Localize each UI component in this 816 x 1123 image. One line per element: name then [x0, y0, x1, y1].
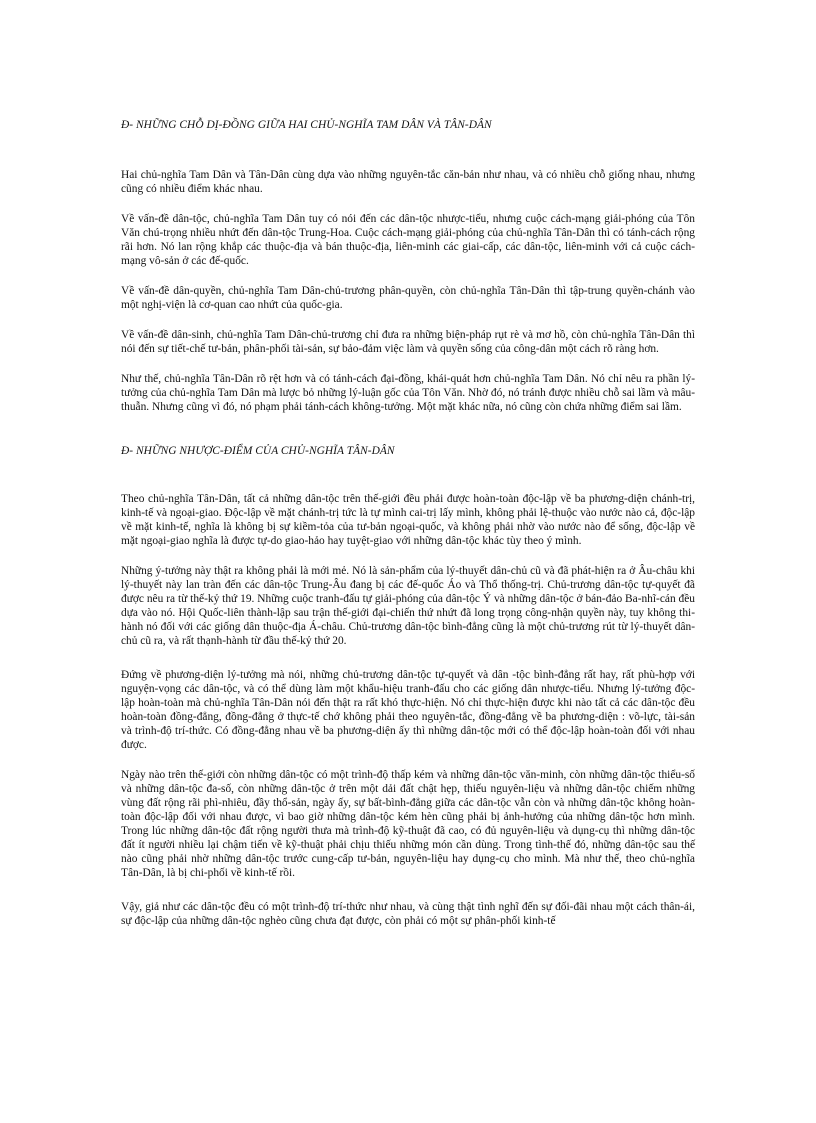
paragraph: Những ý-tưởng này thật ra không phải là mới mẻ. Nó là sản-phẩm của lý-thuyết dân-chủ cũ và đã phát-hiện ra ở Âu-châu khi lý-thuyết này lan tràn đến các dân-tộc Trung-Âu đang bị các đế-quốc Áo và Thổ thống-trị. Chủ-trương dân-tộc tự-quyết đã được nêu ra từ thế-kỷ thứ 19. Những cuộc tranh-đấu tự giải-phóng của dân-tộc Ý và những dân-tộc ở bán-đảo Ba-nhĩ-cán đều dựa vào nó. Hội Quốc-liên thành-lập sau trận thế-giới đại-chiến thứ nhứt đã long trọng công-nhận quyền này, tuy không thi-hành nó đối với các giống dân thuộc-địa Á-châu. Chủ-trương dân-tộc bình-đẳng cũng là một chủ-trương rút từ lý-thuyết dân-chủ cũ ra, và rất thạnh-hành từ đầu thế-kỷ thứ 20. — [121, 565, 695, 647]
section-heading-differences: Đ- NHỮNG CHỖ DỊ-ĐỒNG GIỮA HAI CHỦ-NGHĨA TAM DÂN VÀ TÂN-DÂN — [121, 119, 492, 131]
paragraph: Vậy, giả như các dân-tộc đều có một trình-độ trí-thức như nhau, và cùng thật tình nghĩ đến sự đối-đãi nhau một cách thân-ái, sự độc-lập của những dân-tộc nghèo cũng chưa đạt được, còn phải có một sự phân-phối kinh-tế — [121, 901, 695, 927]
paragraph: Ngày nào trên thế-giới còn những dân-tộc có một trình-độ thấp kém và những dân-tộc văn-minh, còn những dân-tộc thiểu-số và những dân-tộc đa-số, còn những dân-tộc ở trên một dải đất chật hẹp, thiếu nguyên-liệu và những dân-tộc chiếm những vùng đất rộng rãi phì-nhiêu, đầy thổ-sản, ngày ấy, sự bất-bình-đẳng giữa các dân-tộc vẫn còn và những dân-tộc không hoàn-toàn độc-lập đối với nhau được, vì bao giờ những dân-tộc kém hèn cũng phải bị ảnh-hưởng của những dân-tộc hơn mình. Trong lúc những dân-tộc đất rộng người thưa mà trình-độ kỹ-thuật đã cao, có đủ nguyên-liệu và dụng-cụ thì những dân-tộc đất ít người nhiều lại chậm tiến về kỹ-thuật phải chịu thiếu những món cần dùng. Trong tình-thế đó, những dân-tộc sau thế nào cũng phải nhờ những dân-tộc trước cung-cấp tư-bản, nguyên-liệu hay dụng-cụ cho mình. Mà như thế, theo chủ-nghĩa Tân-Dân, là bị chi-phối về kinh-tế rồi. — [121, 769, 695, 879]
paragraph: Về vấn-đề dân-tộc, chủ-nghĩa Tam Dân tuy có nói đến các dân-tộc nhược-tiểu, nhưng cuộc cách-mạng giải-phóng của Tôn Văn chú-trọng nhiều nhứt đến dân-tộc Trung-Hoa. Cuộc cách-mạng giải-phóng của chủ-nghĩa Tân-Dân thì có tánh-cách rộng rãi hơn. Nó lan rộng khắp các thuộc-địa và bán thuộc-địa, liên-minh các giai-cấp, các dân-tộc, liên-minh với cả cuộc cách-mạng vô-sản ở các đế-quốc. — [121, 213, 695, 267]
section-heading-weaknesses: Đ- NHỮNG NHƯỢC-ĐIỂM CỦA CHỦ-NGHĨA TÂN-DÂN — [121, 445, 395, 457]
paragraph: Theo chủ-nghĩa Tân-Dân, tất cả những dân-tộc trên thế-giới đều phải được hoàn-toàn độc-lập về ba phương-diện chánh-trị, kinh-tế và ngoại-giao. Độc-lập về mặt chánh-trị tức là tự mình cai-trị lấy mình, không phải lệ-thuộc vào nước nào cả, độc-lập về mặt kinh-tế, nghĩa là không bị sự kiềm-tỏa của tư-bản ngoại-quốc, và không phải nhờ vào nước nào để sống, độc-lập về mặt ngoại-giao nghĩa là được tự-do giao-hảo hay tuyệt-giao với những dân-tộc khác tùy theo ý mình. — [121, 493, 695, 547]
document-page — [121, 118, 695, 928]
paragraph: Về vấn-đề dân-sinh, chủ-nghĩa Tam Dân-chủ-trương chỉ đưa ra những biện-pháp rụt rè và mơ hồ, còn chủ-nghĩa Tân-Dân thì nói đến sự tiết-chế tư-bản, phân-phối tài-sản, sự bảo-đảm việc làm và quyền sống của công-dân một cách rõ ràng hơn. — [121, 329, 695, 355]
paragraph: Đứng về phương-diện lý-tưởng mà nói, những chủ-trương dân-tộc tự-quyết và dân -tộc bình-đẳng rất hay, rất phù-hợp với nguyện-vọng các dân-tộc, và có thể dùng làm một khẩu-hiệu tranh-đấu cho các giống dân nhược-tiểu. Nhưng lý-tưởng độc-lập hoàn-toàn mà chủ-nghĩa Tân-Dân nói đến thật ra rất khó thực-hiện. Nó chỉ thực-hiện được khi nào tất cả các dân-tộc đều hoàn-toàn đồng-đẳng, đồng-đẳng ở thực-tế chớ không phải theo nguyên-tắc, đồng-đẳng về ba phương-diện : võ-lực, tài-sản và trình-độ trí-thức. Có đồng-đẳng nhau về ba phương-diện ấy thì những dân-tộc mới có thể độc-lập hoàn-toàn đối với nhau được. — [121, 669, 695, 751]
paragraph: Về vấn-đề dân-quyền, chủ-nghĩa Tam Dân-chủ-trương phân-quyền, còn chủ-nghĩa Tân-Dân thì tập-trung quyền-chánh vào một nghị-viện là cơ-quan cao nhứt của quốc-gia. — [121, 285, 695, 311]
paragraph: Như thế, chủ-nghĩa Tân-Dân rõ rệt hơn và có tánh-cách đại-đồng, khái-quát hơn chủ-nghĩa Tam Dân. Nó chỉ nêu ra phần lý-tưởng của chủ-nghĩa Tam Dân mà lược bỏ những lý-luận gốc của Tôn Văn. Nhờ đó, nó tránh được nhiều chỗ sai lầm và mâu-thuẫn. Nhưng cũng vì đó, nó phạm phải tánh-cách không-tưởng. Một mặt khác nữa, nó cũng còn chứa những điểm sai lầm. — [121, 373, 695, 413]
paragraph: Hai chủ-nghĩa Tam Dân và Tân-Dân cùng dựa vào những nguyên-tắc căn-bản như nhau, và có nhiều chỗ giống nhau, nhưng cũng có nhiều điểm khác nhau. — [121, 169, 695, 195]
